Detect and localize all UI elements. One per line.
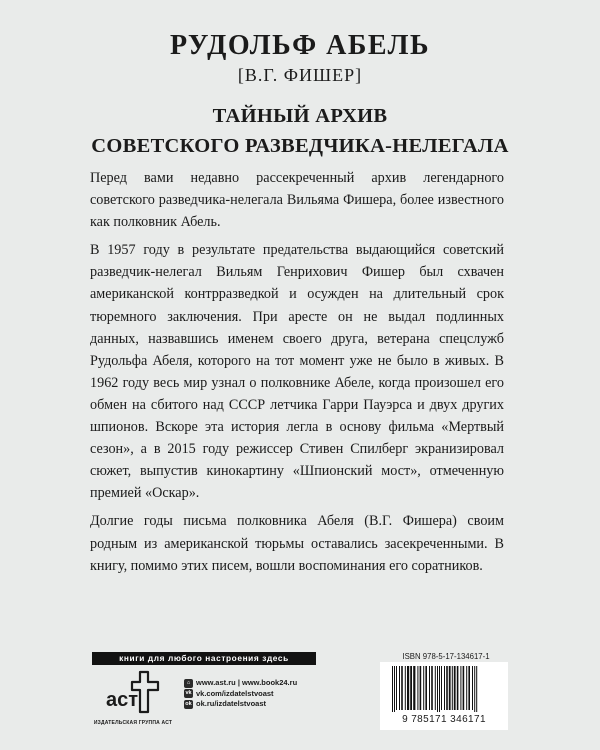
- isbn-label: ISBN 978-5-17-134617-1: [402, 652, 490, 661]
- title-line: СОВЕТСКОГО РАЗВЕДЧИКА-НЕЛЕГАЛА: [91, 135, 509, 157]
- barcode-bar: [444, 666, 445, 710]
- barcode-bar: [449, 666, 451, 710]
- barcode-bar: [394, 666, 395, 712]
- barcode-bar: [472, 666, 473, 710]
- barcode-bar: [423, 666, 424, 710]
- barcode-bar: [439, 666, 440, 712]
- barcode-bar: [446, 666, 448, 710]
- publisher-caption: ИЗДАТЕЛЬСКАЯ ГРУППА АСТ: [93, 720, 173, 726]
- barcode-bar: [463, 666, 465, 710]
- barcode-bar: [405, 666, 406, 710]
- book-title: [0, 101, 600, 161]
- barcode-bar: [457, 666, 459, 710]
- barcode-bar: [420, 666, 422, 710]
- barcode-bar: [399, 666, 400, 710]
- author-real-name: [В.Г. ФИШЕР]: [237, 65, 363, 85]
- barcode-bar: [410, 666, 412, 710]
- vk-link: vk.com/izdatelstvoast: [196, 688, 274, 698]
- logo-text: аст: [106, 689, 139, 711]
- barcode-bar: [425, 666, 427, 710]
- ok-link: ok.ru/izdatelstvoast: [196, 699, 267, 708]
- barcode: [380, 662, 508, 730]
- barcode-bar: [429, 666, 430, 710]
- vk-icon: vk: [185, 690, 192, 697]
- link-row: [184, 699, 334, 710]
- annotation-paragraph: Долгие годы письма полковника Абеля (В.Г. Фишера) своим родным из американской тюрьмы оставались засекреченными. В книгу, помимо этих писем, вошли воспоминания его соратников.: [90, 513, 504, 574]
- barcode-bar: [468, 666, 470, 710]
- barcode-bar: [437, 666, 438, 712]
- title-line: ТАЙНЫЙ АРХИВ: [212, 105, 388, 127]
- barcode-bar: [454, 666, 456, 710]
- barcode-bar: [435, 666, 436, 710]
- publisher-logo: [92, 668, 174, 730]
- barcode-bars: [390, 666, 498, 712]
- publisher-slogan: книги для любого настроения здесь: [92, 652, 316, 665]
- barcode-bar: [474, 666, 475, 712]
- website-link: www.ast.ru | www.book24.ru: [196, 678, 298, 687]
- barcode-digits: 9 785171 346171: [402, 714, 486, 725]
- globe-icon: ⌂: [184, 679, 193, 688]
- barcode-bar: [401, 666, 403, 710]
- barcode-bar: [466, 666, 467, 710]
- barcode-bar: [392, 666, 393, 712]
- publisher-links: [184, 678, 334, 710]
- barcode-bar: [417, 666, 418, 710]
- barcode-bar: [460, 666, 461, 710]
- annotation-text: [90, 167, 504, 583]
- link-row: [184, 689, 334, 700]
- annotation-paragraph: Перед вами недавно рассекреченный архив легендарного советского разведчика-нелегала Вильяма Фишера, более известного как полковник Абель.: [90, 170, 504, 231]
- barcode-bar: [476, 666, 477, 712]
- annotation-paragraph: В 1957 году в результате предательства выдающийся советский разведчик-нелегал Вильям Генрихович Фишер был схвачен американской контрразведкой и осужден на длительный срок тюремного заключения. При аресте он не выдал подлинных данных, назвавшись именем своего друга, ветерана спецслужб Рудольфа Абеля, которого на тот момент уже не было в живых. В 1962 году весь мир узнал о полковнике Абеле, когда произошел его обмен на сбитого над СССР летчика Гарри Пауэрса и двух других шпионов. Вскоре эта история легла в основу фильма «Мертвый сезон», а в 2015 году режиссер Стивен Спилберг экранизировал сюжет, выпустив кинокартину «Шпионский мост», отмеченную премией «Оскар».: [90, 242, 504, 502]
- ast-logo-icon: [102, 668, 164, 718]
- barcode-bar: [431, 666, 433, 710]
- barcode-bar: [396, 666, 397, 710]
- link-row: [184, 678, 334, 689]
- barcode-bar: [407, 666, 409, 710]
- author-name: РУДОЛЬФ АБЕЛЬ: [169, 30, 431, 61]
- ok-icon: ok: [185, 700, 192, 707]
- barcode-bar: [452, 666, 453, 710]
- barcode-bar: [441, 666, 442, 710]
- barcode-bar: [413, 666, 415, 710]
